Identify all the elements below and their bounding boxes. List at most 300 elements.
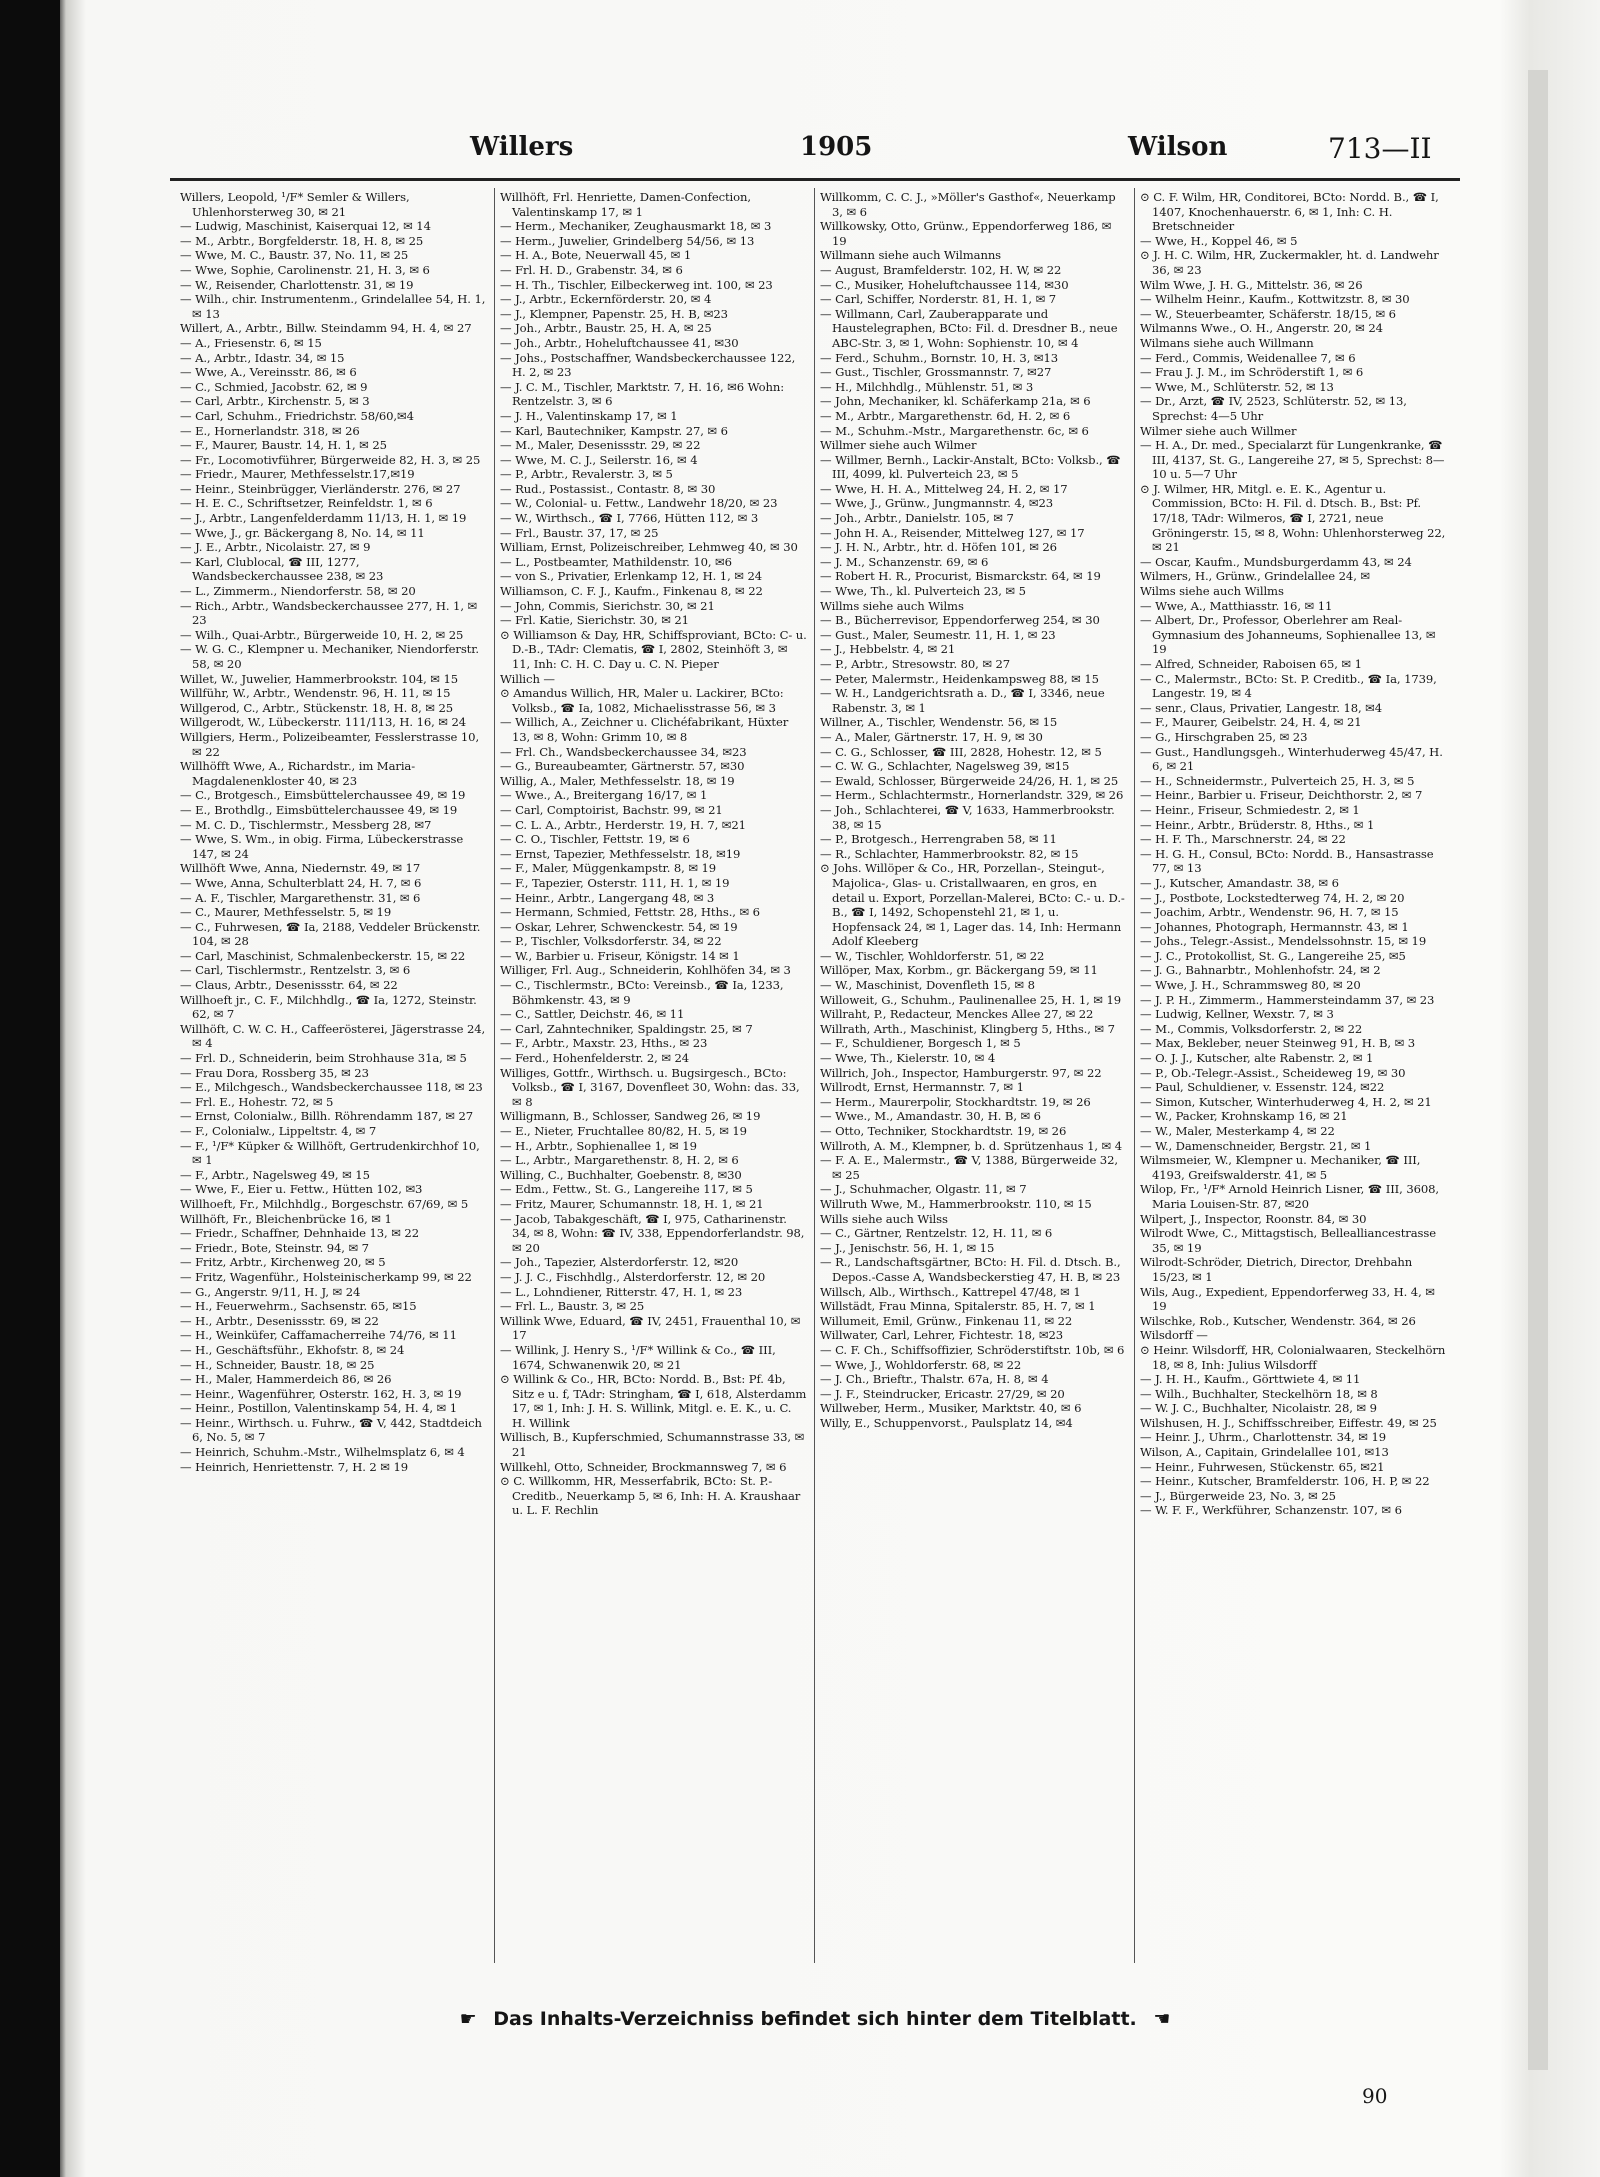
directory-entry: — von S., Privatier, Erlenkamp 12, H. 1, ✉ 24 <box>500 569 763 584</box>
directory-entry: — W., Reisender, Charlottenstr. 31, ✉ 19 <box>180 277 414 292</box>
directory-entry: — J. E., Arbtr., Nicolaistr. 27, ✉ 9 <box>180 540 371 555</box>
directory-entry: — F. A. E., Malermstr., ☎ V, 1388, Bürgerweide 32, ✉ 25 <box>820 1153 1118 1182</box>
page-edge-shadow <box>1528 70 1548 2070</box>
directory-entry: — W., Maschinist, Dovenfleth 15, ✉ 8 <box>820 978 1035 993</box>
directory-entry: — Carl, Schuhm., Friedrichstr. 58/60,✉4 <box>180 408 414 423</box>
directory-entry: — John, Commis, Sierichstr. 30, ✉ 21 <box>500 598 715 613</box>
directory-entry: — H. Th., Tischler, Eilbeckerweg int. 100, ✉ 23 <box>500 277 773 292</box>
directory-entry: — John H. A., Reisender, Mittelweg 127, ✉ 17 <box>820 525 1085 540</box>
directory-entry: — Jacob, Tabakgeschäft, ☎ I, 975, Catharinenstr. 34, ✉ 8, Wohn: ☎ IV, 338, Eppendorferlandstr. 98, ✉ 20 <box>500 1211 805 1255</box>
column-divider <box>494 188 495 1963</box>
directory-entry: — F., Arbtr., Nagelsweg 49, ✉ 15 <box>180 1167 370 1182</box>
directory-entry: — Wwe, A., Vereinsstr. 86, ✉ 6 <box>180 365 357 380</box>
directory-entry: — C., Gärtner, Rentzelstr. 12, H. 11, ✉ 6 <box>820 1226 1053 1241</box>
directory-entry: — H. A., Dr. med., Specialarzt für Lungenkranke, ☎ III, 4137, St. G., Langereihe 27, ✉ 5, Sprechst: 8—10 u. 5—7 Uhr <box>1140 438 1445 482</box>
directory-entry: — Wwe, F., Eier u. Fettw., Hütten 102, ✉3 <box>180 1182 423 1197</box>
directory-entry: — Oscar, Kaufm., Mundsburgerdamm 43, ✉ 24 <box>1140 554 1412 569</box>
directory-entry: — J., Bürgerweide 23, No. 3, ✉ 25 <box>1140 1488 1336 1503</box>
directory-entry: — P., Ob.-Telegr.-Assist., Scheideweg 19, ✉ 30 <box>1140 1065 1406 1080</box>
directory-entry: Wilson, A., Capitain, Grindelallee 101, ✉13 <box>1140 1445 1389 1460</box>
directory-entry: — Ernst, Colonialw., Billh. Röhrendamm 187, ✉ 27 <box>180 1109 474 1124</box>
directory-entry: — J. H. H., Kaufm., Görttwiete 4, ✉ 11 <box>1140 1372 1361 1387</box>
directory-entry: Willöper, Max, Korbm., gr. Bäckergang 59, ✉ 11 <box>820 963 1098 978</box>
directory-entry: — Wwe, H. H. A., Mittelweg 24, H. 2, ✉ 17 <box>820 481 1068 496</box>
directory-entry: — Heinr., Kutscher, Bramfelderstr. 106, H. P, ✉ 22 <box>1140 1474 1430 1489</box>
directory-column-2 <box>500 190 808 1960</box>
directory-entry: — Fritz, Wagenführ., Holsteinischerkamp 99, ✉ 22 <box>180 1269 472 1284</box>
directory-entry: — Ewald, Schlosser, Bürgerweide 24/26, H. 1, ✉ 25 <box>820 773 1119 788</box>
directory-entry: — M., Schuhm.-Mstr., Margarethenstr. 6c, ✉ 6 <box>820 423 1089 438</box>
pointing-hand-right-icon: ☛ <box>459 2008 477 2030</box>
directory-entry: — H., Geschäftsführ., Ekhofstr. 8, ✉ 24 <box>180 1342 405 1357</box>
directory-entry: Willführ, W., Arbtr., Wendenstr. 96, H. 11, ✉ 15 <box>180 686 451 701</box>
directory-entry: — Ferd., Hohenfelderstr. 2, ✉ 24 <box>500 1051 690 1066</box>
directory-entry: — Johs., Telegr.-Assist., Mendelssohnstr. 15, ✉ 19 <box>1140 934 1427 949</box>
directory-entry: Willich — <box>500 671 555 686</box>
directory-entry: — C., Schmied, Jacobstr. 62, ✉ 9 <box>180 379 368 394</box>
directory-entry: — Heinr., Postillon, Valentinskamp 54, H. 4, ✉ 1 <box>180 1401 458 1416</box>
directory-entry: — Joh., Schlachterei, ☎ V, 1633, Hammerbrookstr. 38, ✉ 15 <box>820 802 1115 832</box>
directory-entry: Willhöfft Wwe, A., Richardstr., im Maria-Magdalenenkloster 40, ✉ 23 <box>180 759 416 788</box>
directory-entry: Wilmer siehe auch Willmer <box>1140 423 1297 438</box>
directory-entry: — Frl. E., Hohestr. 72, ✉ 5 <box>180 1094 334 1109</box>
directory-entry: Wils, Aug., Expedient, Eppendorferweg 33, H. 4, ✉ 19 <box>1140 1284 1435 1314</box>
directory-entry: Wilshusen, H. J., Schiffsschreiber, Eiffestr. 49, ✉ 25 <box>1140 1415 1437 1430</box>
directory-entry: — Herm., Mechaniker, Zeughausmarkt 18, ✉ 3 <box>500 219 772 234</box>
directory-entry: Wilmans siehe auch Willmann <box>1140 335 1314 350</box>
directory-entry: — Johannes, Photograph, Hermannstr. 43, ✉ 1 <box>1140 919 1409 934</box>
directory-entry: — Wwe, A., Matthiasstr. 16, ✉ 11 <box>1140 598 1333 613</box>
directory-entry: Willet, W., Juwelier, Hammerbrookstr. 104, ✉ 15 <box>180 671 459 686</box>
directory-entry: — Frau Dora, Rossberg 35, ✉ 23 <box>180 1065 369 1080</box>
directory-entry: Willgerodt, W., Lübeckerstr. 111/113, H. 16, ✉ 24 <box>180 715 467 730</box>
directory-entry: — Carl, Tischlermstr., Rentzelstr. 3, ✉ 6 <box>180 963 411 978</box>
directory-entry: — senr., Claus, Privatier, Langestr. 18, ✉4 <box>1140 700 1383 715</box>
directory-entry: — Wwe, M. C., Baustr. 37, No. 11, ✉ 25 <box>180 248 409 263</box>
directory-entry: — Ernst, Tapezier, Methfesselstr. 18, ✉19 <box>500 846 741 861</box>
directory-entry: — Alfred, Schneider, Raboisen 65, ✉ 1 <box>1140 657 1362 671</box>
directory-entry: — H. F. Th., Marschnerstr. 24, ✉ 22 <box>1140 832 1346 847</box>
directory-entry: — Fritz, Maurer, Schumannstr. 18, H. 1, ✉ 21 <box>500 1196 764 1211</box>
directory-entry: Willhöft Wwe, Anna, Niedernstr. 49, ✉ 17 <box>180 861 421 876</box>
directory-entry: — Wilh., chir. Instrumentenm., Grindelallee 54, H. 1, ✉ 13 <box>180 292 486 321</box>
header-first-name: Willers <box>470 132 574 162</box>
directory-entry: — Wwe, J., gr. Bäckergang 8, No. 14, ✉ 11 <box>180 525 425 540</box>
directory-entry: — Herm., Juwelier, Grindelberg 54/56, ✉ 13 <box>500 233 755 248</box>
directory-entry: — Carl, Arbtr., Kirchenstr. 5, ✉ 3 <box>180 394 370 409</box>
header-page-ref: 713—II <box>1328 132 1432 165</box>
directory-entry: — E., Brothdlg., Eimsbüttelerchaussee 49, ✉ 19 <box>180 802 458 817</box>
running-header <box>170 132 1460 172</box>
directory-entry: — Heinr., Steinbrügger, Vierländerstr. 276, ✉ 27 <box>180 481 461 496</box>
directory-entry: — Wilhelm Heinr., Kaufm., Kottwitzstr. 8, ✉ 30 <box>1140 292 1410 307</box>
directory-entry: Willers, Leopold, ¹/F* Semler & Willers, Uhlenhorsterweg 30, ✉ 21 <box>180 190 410 219</box>
directory-entry: — Edm., Fettw., St. G., Langereihe 117, ✉ 5 <box>500 1182 753 1197</box>
directory-entry: Willrodt, Ernst, Hermannstr. 7, ✉ 1 <box>820 1080 1024 1095</box>
directory-entry: — Wwe., M., Amandastr. 30, H. B, ✉ 6 <box>820 1109 1041 1124</box>
directory-entry: Willmann siehe auch Wilmanns <box>820 248 1002 263</box>
directory-entry: Wilsdorff — <box>1140 1328 1208 1343</box>
directory-entry: — Fr., Locomotivführer, Bürgerweide 82, H. 3, ✉ 25 <box>180 452 481 467</box>
directory-entry: — F., Arbtr., Maxstr. 23, Hths., ✉ 23 <box>500 1036 708 1051</box>
directory-entry: — C. L. A., Arbtr., Herderstr. 19, H. 7, ✉21 <box>500 817 746 832</box>
directory-entry: — A. F., Tischler, Margarethenstr. 31, ✉ 6 <box>180 890 421 905</box>
directory-entry: — Robert H. R., Procurist, Bismarckstr. 64, ✉ 19 <box>820 569 1101 584</box>
directory-entry: — W., Steuerbeamter, Schäferstr. 18/15, ✉ 6 <box>1140 306 1396 321</box>
directory-entry: — P., Arbtr., Revalerstr. 3, ✉ 5 <box>500 467 673 482</box>
directory-entry: — H., Arbtr., Desenissstr. 69, ✉ 22 <box>180 1313 379 1328</box>
directory-entry: ⊙ Willink & Co., HR, BCto: Nordd. B., Bst: Pf. 4b, Sitz e u. f, TAdr: Stringham, ☎ I, 618, Alsterdamm 17, ✉ 1, Inh: J. H. S. Willink, Mitgl. e. E. K., u. C. H. Willink <box>500 1372 807 1430</box>
directory-entry: — W., Barbier u. Friseur, Königstr. 14 ✉ 1 <box>500 948 740 963</box>
directory-entry: Willig, A., Maler, Methfesselstr. 18, ✉ 19 <box>500 773 735 788</box>
header-rule <box>170 178 1460 181</box>
directory-entry: — Joh., Arbtr., Danielstr. 105, ✉ 7 <box>820 511 1014 526</box>
directory-entry: Willhoeft jr., C. F., Milchhdlg., ☎ Ia, 1272, Steinstr. 62, ✉ 7 <box>180 992 477 1022</box>
directory-entry: ⊙ C. Willkomm, HR, Messerfabrik, BCto: St. P.-Creditb., Neuerkamp 5, ✉ 6, Inh: H. A. Kraushaar u. L. F. Rechlin <box>500 1474 801 1518</box>
directory-entry: — C. W. G., Schlachter, Nagelsweg 39, ✉15 <box>820 759 1070 774</box>
directory-entry: — Claus, Arbtr., Desenissstr. 64, ✉ 22 <box>180 978 398 993</box>
directory-entry: — H., Weinküfer, Caffamacherreihe 74/76, ✉ 11 <box>180 1328 457 1343</box>
directory-entry: — Carl, Schiffer, Norderstr. 81, H. 1, ✉ 7 <box>820 292 1057 307</box>
directory-entry: Wilrodt Wwe, C., Mittagstisch, Bellealliancestrasse 35, ✉ 19 <box>1140 1226 1436 1255</box>
directory-entry: Willraht, P., Redacteur, Menckes Allee 27, ✉ 22 <box>820 1007 1094 1022</box>
directory-entry: — C., Tischlermstr., BCto: Vereinsb., ☎ Ia, 1233, Böhmkenstr. 43, ✉ 9 <box>500 978 784 1007</box>
directory-entry: Wilpert, J., Inspector, Roonstr. 84, ✉ 30 <box>1140 1211 1367 1226</box>
directory-entry: — H., Schneider, Baustr. 18, ✉ 25 <box>180 1357 375 1372</box>
directory-entry: — W. J. C., Buchhalter, Nicolaistr. 28, ✉ 9 <box>1140 1401 1377 1416</box>
directory-entry: — Willink, J. Henry S., ¹/F* Willink & Co., ☎ III, 1674, Schwanenwik 20, ✉ 21 <box>500 1342 776 1372</box>
directory-entry: — Ferd., Commis, Weidenallee 7, ✉ 6 <box>1140 350 1356 365</box>
directory-entry: — J. C. M., Tischler, Marktstr. 7, H. 16, ✉6 Wohn: Rentzelstr. 3, ✉ 6 <box>500 379 785 409</box>
directory-entry: — J., Jenischstr. 56, H. 1, ✉ 15 <box>820 1240 995 1255</box>
directory-entry: — L., Postbeamter, Mathildenstr. 10, ✉6 <box>500 554 732 569</box>
directory-entry: — W. H., Landgerichtsrath a. D., ☎ I, 3346, neue Rabenstr. 3, ✉ 1 <box>820 686 1105 715</box>
directory-entry: — W., Wirthsch., ☎ I, 7766, Hütten 112, ✉ 3 <box>500 511 759 526</box>
directory-entry: — Carl, Comptoirist, Bachstr. 99, ✉ 21 <box>500 802 723 817</box>
directory-entry: — J. Ch., Brieftr., Thalstr. 67a, H. 8, ✉ 4 <box>820 1372 1049 1387</box>
directory-entry: — C., Sattler, Deichstr. 46, ✉ 11 <box>500 1007 685 1022</box>
directory-entry: — Rich., Arbtr., Wandsbeckerchaussee 277, H. 1, ✉ 23 <box>180 598 478 628</box>
directory-entry: — Karl, Clublocal, ☎ III, 1277, Wandsbeckerchaussee 238, ✉ 23 <box>180 554 384 584</box>
directory-entry: — Johs., Postschaffner, Wandsbeckerchaussee 122, H. 2, ✉ 23 <box>500 350 796 380</box>
column-divider <box>814 188 815 1963</box>
directory-entry: — Ludwig, Maschinist, Kaiserquai 12, ✉ 14 <box>180 219 431 234</box>
directory-entry: — Peter, Malermstr., Heidenkampsweg 88, ✉ 15 <box>820 671 1099 686</box>
directory-entry: — A., Arbtr., Idastr. 34, ✉ 15 <box>180 350 345 365</box>
directory-entry: — Frl. L., Baustr. 3, ✉ 25 <box>500 1299 645 1314</box>
directory-entry: — W., Packer, Krohnskamp 16, ✉ 21 <box>1140 1109 1348 1124</box>
pointing-hand-left-icon: ☚ <box>1153 2008 1171 2030</box>
directory-entry: Willms siehe auch Wilms <box>820 598 964 613</box>
directory-entry: Willink Wwe, Eduard, ☎ IV, 2451, Frauenthal 10, ✉ 17 <box>500 1313 801 1343</box>
directory-entry: — J., Postbote, Lockstedterweg 74, H. 2, ✉ 20 <box>1140 890 1405 905</box>
directory-entry: William, Ernst, Polizeischreiber, Lehmweg 40, ✉ 30 <box>500 540 798 555</box>
directory-entry: — Herm., Maurerpolir, Stockhardtstr. 19, ✉ 26 <box>820 1094 1091 1109</box>
directory-entry: Willhöft, C. W. C. H., Caffeerösterei, Jägerstrasse 24, ✉ 4 <box>180 1021 486 1051</box>
directory-entry: Willhöft, Fr., Bleichenbrücke 16, ✉ 1 <box>180 1211 392 1226</box>
directory-entry: — F., Tapezier, Osterstr. 111, H. 1, ✉ 19 <box>500 875 730 890</box>
directory-entry: Willkomm, C. C. J., »Möller's Gasthof«, Neuerkamp 3, ✉ 6 <box>820 190 1116 219</box>
directory-entry: — J., Arbtr., Langenfelderdamm 11/13, H. 1, ✉ 19 <box>180 511 467 526</box>
directory-entry: Willroth, A. M., Klempner, b. d. Sprützenhaus 1, ✉ 4 <box>820 1138 1122 1153</box>
directory-entry: — J. H. N., Arbtr., htr. d. Höfen 101, ✉ 26 <box>820 540 1057 555</box>
directory-entry: Williger, Frl. Aug., Schneiderin, Kohlhöfen 34, ✉ 3 <box>500 963 791 978</box>
directory-entry: — P., Arbtr., Stresowstr. 80, ✉ 27 <box>820 657 1011 671</box>
directory-entry: — Gust., Maler, Seumestr. 11, H. 1, ✉ 23 <box>820 627 1056 642</box>
directory-entry: — Wwe, J. H., Schrammsweg 80, ✉ 20 <box>1140 978 1361 993</box>
directory-entry: ⊙ Johs. Willöper & Co., HR, Porzellan-, Steingut-, Majolica-, Glas- u. Cristallwaaren, en gros, en detail u. Export, Porzellan-Malerei, BCto: C.- u. D.-B., ☎ I, 1492, Schopenstehl 21, ✉ 1, u. Hopfensack 24, ✉ 1, Lager das. 14, Inh: Hermann Adolf Kleeberg <box>820 861 1125 949</box>
footer-notice <box>170 2008 1460 2030</box>
directory-column-1 <box>180 190 488 1960</box>
directory-entry: — Frl. D., Schneiderin, beim Strohhause 31a, ✉ 5 <box>180 1051 467 1066</box>
directory-entry: — Otto, Techniker, Stockhardtstr. 19, ✉ 26 <box>820 1124 1067 1138</box>
directory-entry: — Max, Bekleber, neuer Steinweg 91, H. B, ✉ 3 <box>1140 1036 1416 1051</box>
directory-entry: ⊙ J. Wilmer, HR, Mitgl. e. E. K., Agentur u. Commission, BCto: H. Fil. d. Dtsch. B., Bst: Pf. 17/18, TAdr: Wilmeros, ☎ I, 2721, neue Gröningerstr. 15, ✉ 8, Wohn: Uhlenhorsterweg 22, ✉ 21 <box>1140 481 1446 555</box>
directory-entry: — Frl., Baustr. 37, 17, ✉ 25 <box>500 525 659 540</box>
directory-entry: Willing, C., Buchhalter, Goebenstr. 8, ✉30 <box>500 1167 742 1182</box>
directory-entry: — H. E. C., Schriftsetzer, Reinfeldstr. 1, ✉ 6 <box>180 496 433 511</box>
directory-entry: — Herm., Schlachtermstr., Hornerlandstr. 329, ✉ 26 <box>820 788 1124 803</box>
directory-entry: Willweber, Herm., Musiker, Marktstr. 40, ✉ 6 <box>820 1401 1082 1416</box>
directory-entry: — H., Arbtr., Sophienallee 1, ✉ 19 <box>500 1138 697 1153</box>
directory-entry: — H., Feuerwehrm., Sachsenstr. 65, ✉15 <box>180 1299 417 1314</box>
directory-entry: Willruth Wwe, M., Hammerbrookstr. 110, ✉ 15 <box>820 1196 1092 1211</box>
directory-entry: — M., Maler, Desenissstr. 29, ✉ 22 <box>500 438 701 453</box>
directory-entry: Wilmsmeier, W., Klempner u. Mechaniker, ☎ III, 4193, Greifswalderstr. 41, ✉ 5 <box>1140 1153 1421 1182</box>
directory-entry: — Simon, Kutscher, Winterhuderweg 4, H. 2, ✉ 21 <box>1140 1094 1432 1109</box>
directory-entry: Wilrodt-Schröder, Dietrich, Director, Drehbahn 15/23, ✉ 1 <box>1140 1255 1413 1284</box>
directory-entry: Wilms siehe auch Willms <box>1140 584 1284 599</box>
directory-entry: — John, Mechaniker, kl. Schäferkamp 21a, ✉ 6 <box>820 394 1091 409</box>
directory-entry: Willoweit, G., Schuhm., Paulinenallee 25, H. 1, ✉ 19 <box>820 992 1122 1007</box>
directory-entry: — J. C., Protokollist, St. G., Langereihe 25, ✉5 <box>1140 948 1406 963</box>
directory-entry: — Wwe, J., Grünw., Jungmannstr. 4, ✉23 <box>820 496 1053 511</box>
directory-entry: — H. G. H., Consul, BCto: Nordd. B., Hansastrasse 77, ✉ 13 <box>1140 846 1434 876</box>
header-last-name: Wilson <box>1128 132 1228 162</box>
directory-entry: — J. P. H., Zimmerm., Hammersteindamm 37, ✉ 23 <box>1140 992 1435 1007</box>
directory-entry: Willhöft, Frl. Henriette, Damen-Confection, Valentinskamp 17, ✉ 1 <box>500 190 751 219</box>
binding-shadow <box>0 0 60 2177</box>
directory-entry: — L., Zimmerm., Niendorferstr. 58, ✉ 20 <box>180 584 416 599</box>
directory-entry: — F., Maurer, Geibelstr. 24, H. 4, ✉ 21 <box>1140 715 1362 730</box>
directory-entry: — H., Milchhdlg., Mühlenstr. 51, ✉ 3 <box>820 379 1034 394</box>
directory-entry: Wilmanns Wwe., O. H., Angerstr. 20, ✉ 24 <box>1140 321 1383 336</box>
directory-entry: — H. A., Bote, Neuerwall 45, ✉ 1 <box>500 248 692 263</box>
directory-entry: — C. F. Ch., Schiffsoffizier, Schröderstiftstr. 10b, ✉ 6 <box>820 1342 1125 1357</box>
directory-entry: Willgerod, C., Arbtr., Stückenstr. 18, H. 8, ✉ 25 <box>180 700 454 715</box>
directory-entry: — Hermann, Schmied, Fettstr. 28, Hths., ✉ 6 <box>500 905 760 920</box>
directory-entry: — R., Schlachter, Hammerbrookstr. 82, ✉ 15 <box>820 846 1079 861</box>
directory-entry: — Wilh., Buchhalter, Steckelhörn 18, ✉ 8 <box>1140 1386 1378 1401</box>
directory-entry: — Frl. Katie, Sierichstr. 30, ✉ 21 <box>500 613 689 628</box>
directory-entry: ⊙ Williamson & Day, HR, Schiffsproviant, BCto: C- u. D.-B., TAdr: Clematis, ☎ I, 2802, Steinhöft 3, ✉ 11, Inh: C. H. C. Day u. C. N. Pieper <box>500 627 807 671</box>
directory-entry: — Oskar, Lehrer, Schwenckestr. 54, ✉ 19 <box>500 919 738 934</box>
directory-entry: — Carl, Zahntechniker, Spaldingstr. 25, ✉ 7 <box>500 1021 753 1036</box>
directory-entry: — Paul, Schuldiener, v. Essenstr. 124, ✉22 <box>1140 1080 1385 1095</box>
directory-entry: — A., Friesenstr. 6, ✉ 15 <box>180 335 322 350</box>
directory-entry: ⊙ C. F. Wilm, HR, Conditorei, BCto: Nordd. B., ☎ I, 1407, Knochenhauerstr. 6, ✉ 1, Inh: C. H. Bretschneider <box>1140 190 1439 234</box>
directory-entry: — Frl. Ch., Wandsbeckerchaussee 34, ✉23 <box>500 744 747 759</box>
directory-entry: — C. G., Schlosser, ☎ III, 2828, Hohestr. 12, ✉ 5 <box>820 744 1102 759</box>
directory-entry: Willgiers, Herm., Polizeibeamter, Fesslerstrasse 10, ✉ 22 <box>180 729 480 759</box>
directory-entry: — Frl. H. D., Grabenstr. 34, ✉ 6 <box>500 262 683 277</box>
directory-entry: Willert, A., Arbtr., Billw. Steindamm 94, H. 4, ✉ 27 <box>180 321 472 336</box>
directory-entry: — Heinr., Friseur, Schmiedestr. 2, ✉ 1 <box>1140 802 1360 817</box>
directory-entry: — M., Arbtr., Borgfelderstr. 18, H. 8, ✉ 25 <box>180 233 424 248</box>
directory-entry: — F., Maler, Müggenkampstr. 8, ✉ 19 <box>500 861 717 876</box>
directory-entry: — J., Kutscher, Amandastr. 38, ✉ 6 <box>1140 875 1339 890</box>
directory-entry: — L., Lohndiener, Ritterstr. 47, H. 1, ✉ 23 <box>500 1284 743 1299</box>
directory-entry: — Wwe, M., Schlüterstr. 52, ✉ 13 <box>1140 379 1334 394</box>
header-year: 1905 <box>800 132 873 162</box>
directory-entry: Wills siehe auch Wilss <box>820 1211 948 1226</box>
directory-entry: — Wwe, M. C. J., Seilerstr. 16, ✉ 4 <box>500 452 698 467</box>
directory-entry: — P., Brotgesch., Herrengraben 58, ✉ 11 <box>820 832 1057 847</box>
directory-entry: — C., Maurer, Methfesselstr. 5, ✉ 19 <box>180 905 392 920</box>
directory-entry: — Heinr., Arbtr., Brüderstr. 8, Hths., ✉ 1 <box>1140 817 1375 832</box>
directory-entry: Willrich, Joh., Inspector, Hamburgerstr. 97, ✉ 22 <box>820 1065 1102 1080</box>
directory-entry: — Joh., Arbtr., Hoheluftchaussee 41, ✉30 <box>500 335 739 350</box>
directory-entry: Willy, E., Schuppenvorst., Paulsplatz 14, ✉4 <box>820 1415 1073 1430</box>
directory-entry: — Wwe, Anna, Schulterblatt 24, H. 7, ✉ 6 <box>180 875 422 890</box>
directory-entry: — Joh., Tapezier, Alsterdorferstr. 12, ✉20 <box>500 1255 739 1270</box>
directory-entry: — J. J. C., Fischhdlg., Alsterdorferstr. 12, ✉ 20 <box>500 1269 766 1284</box>
directory-entry: Wilm Wwe, J. H. G., Mittelstr. 36, ✉ 26 <box>1140 277 1363 292</box>
directory-entry: — Heinr., Fuhrwesen, Stückenstr. 65, ✉21 <box>1140 1459 1385 1474</box>
directory-entry: — Gust., Handlungsgeh., Winterhuderweg 45/47, H. 6, ✉ 21 <box>1140 744 1443 774</box>
directory-entry: — C., Musiker, Hoheluftchaussee 114, ✉30 <box>820 277 1069 292</box>
directory-entry: — H., Schneidermstr., Pulverteich 25, H. 3, ✉ 5 <box>1140 773 1415 788</box>
directory-entry: ⊙ Amandus Willich, HR, Maler u. Lackirer, BCto: Volksb., ☎ Ia, 1082, Michaelisstrasse 56, ✉ 3 <box>500 686 784 715</box>
directory-entry: — Heinr., Arbtr., Langergang 48, ✉ 3 <box>500 890 715 905</box>
directory-entry: Willisch, B., Kupferschmied, Schumannstrasse 33, ✉ 21 <box>500 1430 805 1460</box>
directory-entry: Williamson, C. F. J., Kaufm., Finkenau 8, ✉ 22 <box>500 584 763 599</box>
directory-entry: Willigmann, B., Schlosser, Sandweg 26, ✉ 19 <box>500 1109 761 1124</box>
directory-entry: — Albert, Dr., Professor, Oberlehrer am Real-Gymnasium des Johanneums, Sophienallee 13, ✉ 19 <box>1140 613 1436 657</box>
directory-entry: Willsch, Alb., Wirthsch., Kattrepel 47/48, ✉ 1 <box>820 1284 1081 1299</box>
directory-entry: — F., Colonialw., Lippeltstr. 4, ✉ 7 <box>180 1124 377 1138</box>
directory-entry: — W. F. F., Werkführer, Schanzenstr. 107, ✉ 6 <box>1140 1503 1402 1518</box>
directory-column-4 <box>1140 190 1448 1960</box>
directory-entry: — Willmer, Bernh., Lackir-Anstalt, BCto: Volksb., ☎ III, 4099, kl. Pulverteich 23, ✉ 5 <box>820 452 1121 482</box>
directory-entry: — H., Maler, Hammerdeich 86, ✉ 26 <box>180 1372 392 1387</box>
directory-entry: Wilmers, H., Grünw., Grindelallee 24, ✉ <box>1140 569 1370 584</box>
directory-entry: — Rud., Postassist., Contastr. 8, ✉ 30 <box>500 481 716 496</box>
directory-entry: ⊙ Heinr. Wilsdorff, HR, Colonialwaaren, Steckelhörn 18, ✉ 8, Inh: Julius Wilsdorff <box>1140 1342 1446 1372</box>
directory-entry: — E., Hornerlandstr. 318, ✉ 26 <box>180 423 360 438</box>
directory-entry: Willwater, Carl, Lehrer, Fichtestr. 18, ✉23 <box>820 1328 1064 1343</box>
directory-entry: Willhoeft, Fr., Milchhdlg., Borgeschstr. 67/69, ✉ 5 <box>180 1196 469 1211</box>
directory-entry: — Wwe, H., Koppel 46, ✉ 5 <box>1140 233 1298 248</box>
directory-entry: — Friedr., Maurer, Methfesselstr.17,✉19 <box>180 467 415 482</box>
directory-entry: — W., Maler, Mesterkamp 4, ✉ 22 <box>1140 1124 1335 1138</box>
directory-entry: — C. O., Tischler, Fettstr. 19, ✉ 6 <box>500 832 690 847</box>
directory-entry: — R., Landschaftsgärtner, BCto: H. Fil. d. Dtsch. B., Depos.-Casse A, Wandsbeckerstieg 47, H. B, ✉ 23 <box>820 1255 1121 1284</box>
directory-entry: — Heinr. J., Uhrm., Charlottenstr. 34, ✉ 19 <box>1140 1430 1387 1445</box>
directory-entry: — C., Brotgesch., Eimsbüttelerchaussee 49, ✉ 19 <box>180 788 466 803</box>
directory-entry: ⊙ J. H. C. Wilm, HR, Zuckermakler, ht. d. Landwehr 36, ✉ 23 <box>1140 248 1439 277</box>
directory-entry: — August, Bramfelderstr. 102, H. W, ✉ 22 <box>820 262 1062 277</box>
directory-entry: — C., Fuhrwesen, ☎ Ia, 2188, Veddeler Brückenstr. 104, ✉ 28 <box>180 919 481 949</box>
directory-entry: — M., Arbtr., Margarethenstr. 6d, H. 2, ✉ 6 <box>820 408 1071 423</box>
directory-entry: — G., Hirschgraben 25, ✉ 23 <box>1140 729 1308 744</box>
directory-entry: — L., Arbtr., Margarethenstr. 8, H. 2, ✉ 6 <box>500 1153 739 1168</box>
directory-entry: — Willich, A., Zeichner u. Clichéfabrikant, Hüxter 13, ✉ 8, Wohn: Grimm 10, ✉ 8 <box>500 715 789 744</box>
directory-entry: — Ludwig, Kellner, Wexstr. 7, ✉ 3 <box>1140 1007 1334 1022</box>
column-divider <box>1134 188 1135 1963</box>
directory-entry: — F., ¹/F* Küpker & Willhöft, Gertrudenkirchhof 10, ✉ 1 <box>180 1138 480 1168</box>
directory-entry: — Heinrich, Henriettenstr. 7, H. 2 ✉ 19 <box>180 1459 408 1474</box>
directory-entry: — Wwe, Sophie, Carolinenstr. 21, H. 3, ✉ 6 <box>180 262 430 277</box>
directory-entry: — Heinrich, Schuhm.-Mstr., Wilhelmsplatz 6, ✉ 4 <box>180 1445 465 1460</box>
directory-entry: Wilop, Fr., ¹/F* Arnold Heinrich Lisner, ☎ III, 3608, Maria Louisen-Str. 87, ✉20 <box>1140 1182 1440 1211</box>
directory-entry: — J., Schuhmacher, Olgastr. 11, ✉ 7 <box>820 1182 1027 1197</box>
directory-entry: — B., Bücherrevisor, Eppendorferweg 254, ✉ 30 <box>820 613 1100 628</box>
directory-entry: Williges, Gottfr., Wirthsch. u. Bugsirgesch., BCto: Volksb., ☎ I, 3167, Dovenfleet 30, Wohn: das. 33, ✉ 8 <box>500 1065 800 1109</box>
directory-entry: — A., Maler, Gärtnerstr. 17, H. 9, ✉ 30 <box>820 729 1043 744</box>
directory-entry: — Karl, Bautechniker, Kampstr. 27, ✉ 6 <box>500 423 728 438</box>
directory-entry: — Joh., Arbtr., Baustr. 25, H. A, ✉ 25 <box>500 321 712 336</box>
directory-entry: — F., Maurer, Baustr. 14, H. 1, ✉ 25 <box>180 438 387 453</box>
directory-entry: — E., Nieter, Fruchtallee 80/82, H. 5, ✉ 19 <box>500 1124 747 1138</box>
directory-entry: — J., Arbtr., Eckernförderstr. 20, ✉ 4 <box>500 292 712 307</box>
directory-entry: Willstädt, Frau Minna, Spitalerstr. 85, H. 7, ✉ 1 <box>820 1299 1096 1314</box>
directory-entry: Willumeit, Emil, Grünw., Finkenau 11, ✉ 22 <box>820 1313 1073 1328</box>
directory-entry: — Gust., Tischler, Grossmannstr. 7, ✉27 <box>820 365 1052 380</box>
directory-entry: — G., Bureaubeamter, Gärtnerstr. 57, ✉30 <box>500 759 745 774</box>
directory-entry: — Dr., Arzt, ☎ IV, 2523, Schlüterstr. 52, ✉ 13, Sprechst: 4—5 Uhr <box>1140 394 1407 423</box>
directory-entry: — Carl, Maschinist, Schmalenbeckerstr. 15, ✉ 22 <box>180 948 466 963</box>
directory-entry: — F., Schuldiener, Borgesch 1, ✉ 5 <box>820 1036 1021 1051</box>
directory-entry: — O. J. J., Kutscher, alte Rabenstr. 2, ✉ 1 <box>1140 1051 1374 1066</box>
directory-entry: — Friedr., Bote, Steinstr. 94, ✉ 7 <box>180 1240 369 1255</box>
directory-entry: Willkehl, Otto, Schneider, Brockmannsweg 7, ✉ 6 <box>500 1459 787 1474</box>
page-number: 90 <box>1362 2084 1388 2108</box>
directory-entry: — J., Klempner, Papenstr. 25, H. B, ✉23 <box>500 306 728 321</box>
directory-entry: — Wwe, S. Wm., in obig. Firma, Lübeckerstrasse 147, ✉ 24 <box>180 832 464 861</box>
directory-entry: Willkowsky, Otto, Grünw., Eppendorferweg 186, ✉ 19 <box>820 219 1112 248</box>
directory-entry: — J. G., Bahnarbtr., Mohlenhofstr. 24, ✉ 2 <box>1140 963 1381 978</box>
directory-entry: — M., Commis, Volksdorferstr. 2, ✉ 22 <box>1140 1021 1363 1036</box>
directory-entry: — Ferd., Schuhm., Bornstr. 10, H. 3, ✉13 <box>820 350 1059 365</box>
directory-entry: — Willmann, Carl, Zauberapparate und Haustelegraphen, BCto: Fil. d. Dresdner B., neue ABC-Str. 3, ✉ 1, Wohn: Sophienstr. 10, ✉ 4 <box>820 306 1118 350</box>
directory-entry: — Heinr., Wirthsch. u. Fuhrw., ☎ V, 442, Stadtdeich 6, No. 5, ✉ 7 <box>180 1415 482 1445</box>
directory-entry: — W., Colonial- u. Fettw., Landwehr 18/20, ✉ 23 <box>500 496 778 511</box>
directory-entry: — J. H., Valentinskamp 17, ✉ 1 <box>500 408 678 423</box>
directory-entry: — W., Tischler, Wohldorferstr. 51, ✉ 22 <box>820 948 1045 963</box>
directory-entry: — P., Tischler, Volksdorferstr. 34, ✉ 22 <box>500 934 722 949</box>
footer-notice-text: Das Inhalts-Verzeichniss befindet sich hinter dem Titelblatt. <box>493 2008 1137 2030</box>
directory-entry: — Joachim, Arbtr., Wendenstr. 96, H. 7, ✉ 15 <box>1140 905 1399 920</box>
directory-entry: — Friedr., Schaffner, Dehnhaide 13, ✉ 22 <box>180 1226 419 1241</box>
directory-entry: — C., Malermstr., BCto: St. P. Creditb., ☎ Ia, 1739, Langestr. 19, ✉ 4 <box>1140 671 1437 701</box>
directory-entry: — Wwe, J., Wohldorferstr. 68, ✉ 22 <box>820 1357 1022 1372</box>
directory-entry: — Wwe., A., Breitergang 16/17, ✉ 1 <box>500 788 708 803</box>
directory-entry: — E., Milchgesch., Wandsbeckerchaussee 118, ✉ 23 <box>180 1080 483 1095</box>
directory-entry: Willmer siehe auch Wilmer <box>820 438 977 453</box>
directory-entry: — J. M., Schanzenstr. 69, ✉ 6 <box>820 554 989 569</box>
directory-entry: — Heinr., Barbier u. Friseur, Deichthorstr. 2, ✉ 7 <box>1140 788 1423 803</box>
directory-entry: — W. G. C., Klempner u. Mechaniker, Niendorferstr. 58, ✉ 20 <box>180 642 479 671</box>
directory-entry: — Wwe, Th., Kielerstr. 10, ✉ 4 <box>820 1051 996 1066</box>
directory-entry: Willrath, Arth., Maschinist, Klingberg 5, Hths., ✉ 7 <box>820 1021 1115 1036</box>
directory-entry: — J., Hebbelstr. 4, ✉ 21 <box>820 642 956 657</box>
directory-entry: — G., Angerstr. 9/11, H. J, ✉ 24 <box>180 1284 361 1299</box>
directory-entry: — W., Damenschneider, Bergstr. 21, ✉ 1 <box>1140 1138 1372 1153</box>
directory-column-3 <box>820 190 1128 1960</box>
directory-entry: — M. C. D., Tischlermstr., Messberg 28, ✉7 <box>180 817 432 832</box>
directory-entry: — Frau J. J. M., im Schröderstift 1, ✉ 6 <box>1140 365 1364 380</box>
